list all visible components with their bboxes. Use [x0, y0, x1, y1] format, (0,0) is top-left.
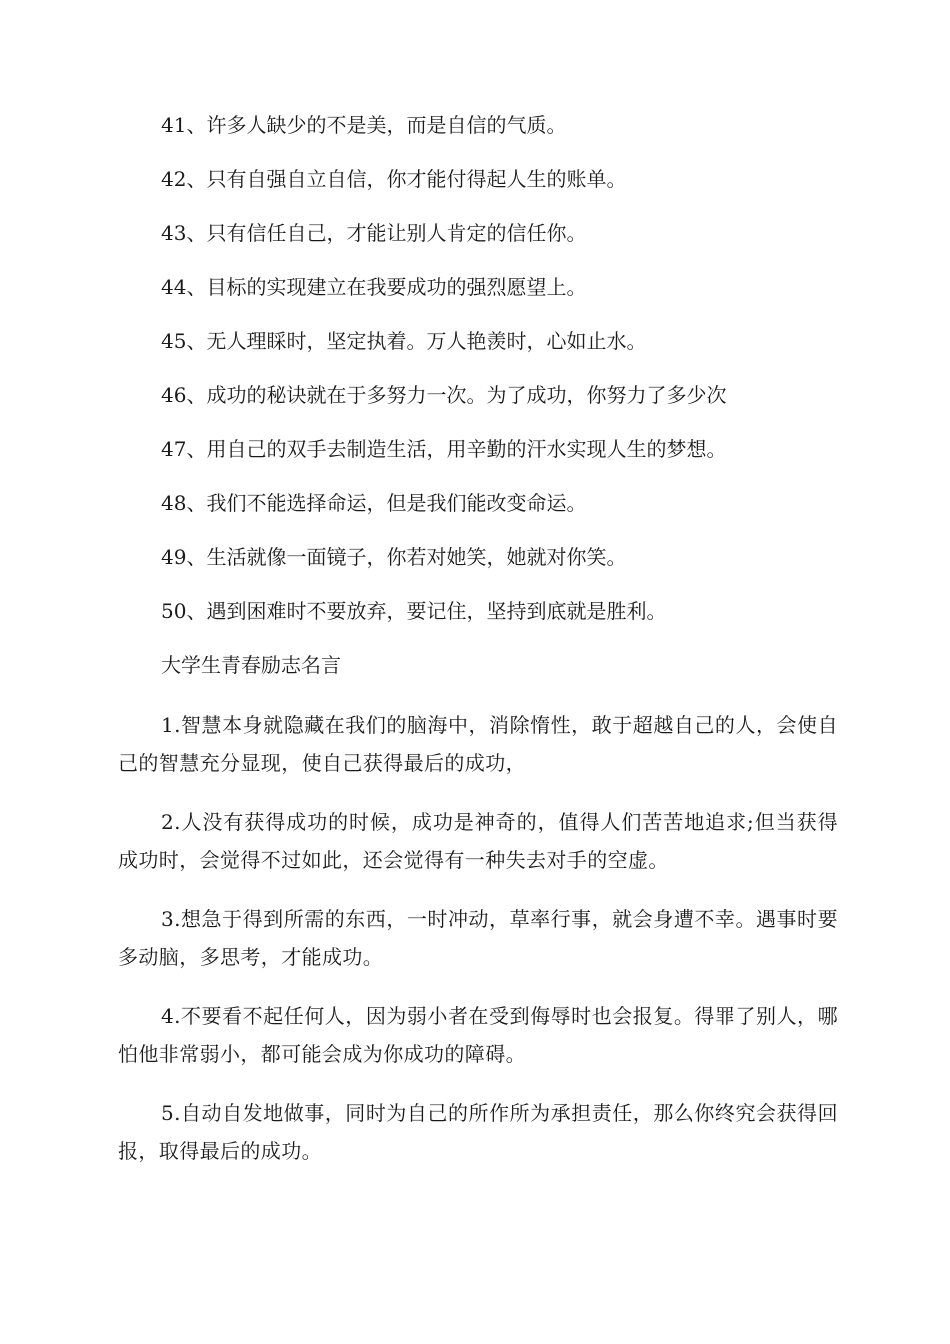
- list-item: 49、生活就像一面镜子，你若对她笑，她就对你笑。: [161, 545, 627, 569]
- quote-paragraph: 4.不要看不起任何人，因为弱小者在受到侮辱时也会报复。得罪了别人，哪怕他非常弱小，都可能会成为你成功的障碍。: [118, 1004, 838, 1066]
- list-item: 50、遇到困难时不要放弃，要记住，坚持到底就是胜利。: [161, 599, 667, 623]
- list-item: 42、只有自强自立自信，你才能付得起人生的账单。: [161, 167, 627, 191]
- section-heading: 大学生青春励志名言: [161, 653, 341, 677]
- quote-paragraph: 5.自动自发地做事，同时为自己的所作所为承担责任，那么你终究会获得回报，取得最后的成功。: [118, 1101, 838, 1163]
- document-body: [118, 110, 838, 1191]
- list-item: 47、用自己的双手去制造生活，用辛勤的汗水实现人生的梦想。: [161, 437, 727, 461]
- list-item: 41、许多人缺少的不是美，而是自信的气质。: [161, 113, 567, 137]
- list-item: 43、只有信任自己，才能让别人肯定的信任你。: [161, 221, 587, 245]
- list-item: 46、成功的秘诀就在于多努力一次。为了成功，你努力了多少次: [161, 383, 727, 407]
- list-item: 48、我们不能选择命运，但是我们能改变命运。: [161, 491, 587, 515]
- list-item: 45、无人理睬时，坚定执着。万人艳羡时，心如止水。: [161, 329, 647, 353]
- list-item: 44、目标的实现建立在我要成功的强烈愿望上。: [161, 275, 587, 299]
- quote-paragraph: 2.人没有获得成功的时候，成功是神奇的，值得人们苦苦地追求;但当获得成功时，会觉得不过如此，还会觉得有一种失去对手的空虚。: [118, 810, 838, 872]
- quote-paragraph: 1.智慧本身就隐藏在我们的脑海中，消除惰性，敢于超越自己的人，会使自己的智慧充分显现，使自己获得最后的成功，: [118, 713, 838, 775]
- quote-paragraph: 3.想急于得到所需的东西，一时冲动，草率行事，就会身遭不幸。遇事时要多动脑，多思考，才能成功。: [118, 907, 838, 969]
